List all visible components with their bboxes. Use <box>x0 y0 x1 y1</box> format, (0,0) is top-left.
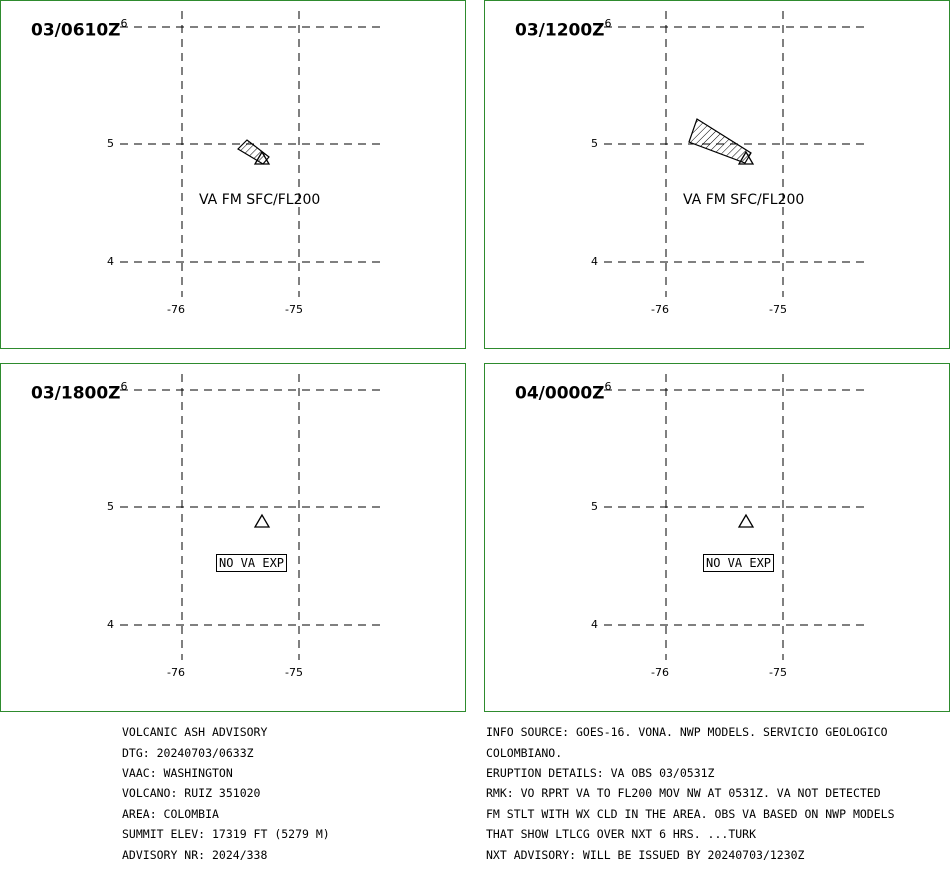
map-grid-1 <box>1 1 467 350</box>
advisory-line: VOLCANIC ASH ADVISORY <box>122 725 268 740</box>
advisory-line: ERUPTION DETAILS: VA OBS 03/0531Z <box>486 766 715 781</box>
forecast-panel-1 <box>0 0 466 349</box>
lon-tick-75: -75 <box>769 303 787 316</box>
va-height-label: VA FM SFC/FL200 <box>199 192 321 208</box>
volcano-symbol <box>255 515 269 527</box>
no-va-expected-box: NO VA EXP <box>703 554 774 572</box>
lon-tick-76: -76 <box>651 666 669 679</box>
advisory-line: DTG: 20240703/0633Z <box>122 745 254 760</box>
advisory-line: FM STLT WITH WX CLD IN THE AREA. OBS VA BASED ON NWP MODELS <box>486 806 895 821</box>
advisory-line: NXT ADVISORY: WILL BE ISSUED BY 20240703/1230Z <box>486 847 805 862</box>
ash-plume-area <box>689 119 751 163</box>
map-grid-4 <box>485 364 950 713</box>
map-grid-3 <box>1 364 467 713</box>
lat-tick-5: 5 <box>591 500 598 513</box>
lon-tick-75: -75 <box>769 666 787 679</box>
advisory-line: RMK: VO RPRT VA TO FL200 MOV NW AT 0531Z. VA NOT DETECTED <box>486 786 881 801</box>
advisory-right-block <box>486 717 895 870</box>
lon-tick-76: -76 <box>167 303 185 316</box>
lon-tick-76: -76 <box>167 666 185 679</box>
lon-tick-75: -75 <box>285 666 303 679</box>
panel-time-label: $03/1200Z^6$ <box>515 17 612 41</box>
lat-tick-5: 5 <box>107 500 114 513</box>
panel-time-label: $04/0000Z^6$ <box>515 380 612 404</box>
advisory-line: ADVISORY NR: 2024/338 <box>122 847 268 862</box>
advisory-line: VAAC: WASHINGTON <box>122 766 233 781</box>
advisory-line: INFO SOURCE: GOES-16. VONA. NWP MODELS. SERVICIO GEOLOGICO <box>486 725 888 740</box>
lon-tick-75: -75 <box>285 303 303 316</box>
forecast-panel-3 <box>0 363 466 712</box>
map-grid-2 <box>485 1 950 350</box>
advisory-line: COLOMBIANO. <box>486 745 563 760</box>
lat-tick-4: 4 <box>107 255 114 268</box>
lat-tick-4: 4 <box>107 618 114 631</box>
panel-time-label: $03/0610Z^6$ <box>31 17 128 41</box>
lat-tick-4: 4 <box>591 255 598 268</box>
lat-tick-5: 5 <box>591 137 598 150</box>
lat-tick-4: 4 <box>591 618 598 631</box>
lon-tick-76: -76 <box>651 303 669 316</box>
lat-tick-5: 5 <box>107 137 114 150</box>
advisory-line: SUMMIT ELEV: 17319 FT (5279 M) <box>122 827 330 842</box>
forecast-panel-2 <box>484 0 950 349</box>
advisory-line: THAT SHOW LTLCG OVER NXT 6 HRS. ...TURK <box>486 827 757 842</box>
no-va-expected-box: NO VA EXP <box>216 554 287 572</box>
advisory-left-block <box>122 717 330 870</box>
volcano-symbol <box>739 515 753 527</box>
forecast-panel-4 <box>484 363 950 712</box>
advisory-line: AREA: COLOMBIA <box>122 806 219 821</box>
advisory-line: VOLCANO: RUIZ 351020 <box>122 786 261 801</box>
va-height-label: VA FM SFC/FL200 <box>683 192 805 208</box>
panel-time-label: $03/1800Z^6$ <box>31 380 128 404</box>
